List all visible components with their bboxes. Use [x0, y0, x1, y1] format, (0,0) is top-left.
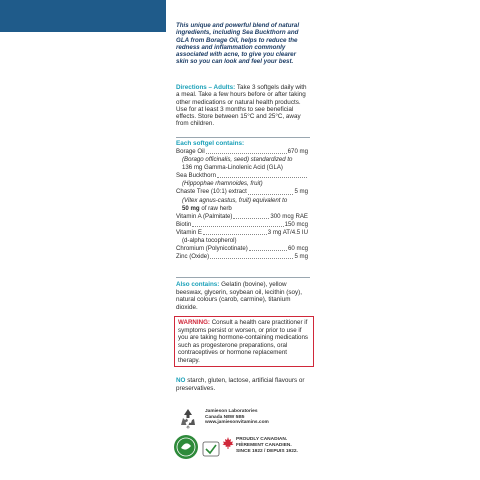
divider — [176, 137, 310, 138]
brand-color-bar — [0, 0, 166, 32]
warning-label: WARNING: — [178, 319, 210, 326]
ingredient-detail: 50 mg of raw herb — [182, 204, 232, 212]
directions-label: Directions – Adults: — [176, 84, 236, 91]
proud-line-en: PROUDLY CANADIAN. — [236, 437, 288, 442]
also-contains-block — [176, 281, 308, 311]
intro-text: This unique and powerful blend of natural ingredients, including Sea Buckthorn and GLA from Borage Oil, helps to reduce the redness and inflammation commonly associated with acne, to give you clearer skin so you can look and feel your best. — [176, 22, 300, 66]
certification-icon — [202, 441, 220, 457]
proud-line-fr: FIÈREMENT CANADIEN. — [236, 442, 292, 448]
company-postal: Canada N8W 5B5 — [205, 414, 245, 420]
ingredient-row: Sea Buckthorn — [176, 172, 308, 180]
ingredient-detail: 136 mg Gamma-Linolenic Acid (GLA) — [182, 164, 283, 172]
company-address — [205, 409, 269, 426]
svg-text:♻: ♻ — [186, 424, 190, 429]
quality-seal-icon — [173, 434, 199, 460]
also-contains-label: Also contains: — [176, 281, 220, 288]
directions-block — [176, 84, 308, 128]
ingredient-detail: (d-alpha tocopherol) — [182, 237, 237, 245]
proud-line-since: SINCE 1922 / DEPUIS 1922. — [236, 448, 298, 454]
ingredient-detail: (Borago officinalis, seed) standardized to — [182, 156, 293, 164]
ingredient-row: Vitamin A (Palmitate) 300 mcg RAE — [176, 212, 308, 220]
also-contains-text: Gelatin (bovine), yellow beeswax, glycerin, soybean oil, lecithin (soy), natural colours (carob, carmine), titanium dioxide. — [176, 281, 302, 311]
ingredients-title: Each softgel contains: — [176, 140, 245, 147]
free-from-text: starch, gluten, lactose, artificial flavours or preservatives. — [176, 377, 305, 392]
recycle-icon — [178, 407, 198, 429]
divider — [176, 277, 310, 278]
ingredient-row: Zinc (Oxide) 5 mg — [176, 253, 308, 261]
free-from-block — [176, 377, 308, 392]
ingredient-row: Borage Oil 670 mg — [176, 148, 308, 155]
ingredient-detail: (Vitex agnus-castus, fruit) equivalent to — [182, 196, 288, 204]
free-from-label: NO — [176, 377, 186, 384]
ingredient-row: Biotin 150 mcg — [176, 220, 308, 228]
directions-text: Take 3 softgels daily with a meal. Take a few hours before or after taking other medications or natural health products. Use for at least 3 months to see beneficial effects. Store between 15°C and 25°C, away from children. — [176, 84, 307, 128]
company-website: www.jamiesonvitamins.com — [205, 420, 269, 426]
ingredient-detail: (Hippophae rhamnoides, fruit) — [182, 180, 263, 188]
ingredient-row: Vitamin E 3 mg AT/4.5 IU — [176, 228, 308, 236]
proudly-canadian — [236, 437, 298, 454]
company-name: Jamieson Laboratories — [205, 409, 258, 414]
ingredients-list — [176, 148, 308, 261]
ingredient-row: Chaste Tree (10:1) extract 5 mg — [176, 188, 308, 196]
warning-text: Consult a health care practitioner if symptoms persist or worsen, or prior to use if you are taking hormone-containing medications such as progesterone preparations, oral contraceptives or hormone replacement therapy. — [178, 319, 309, 364]
warning-box — [174, 316, 314, 367]
maple-leaf-icon — [221, 436, 235, 450]
ingredient-row: Chromium (Polynicotinate) 60 mcg — [176, 245, 308, 253]
